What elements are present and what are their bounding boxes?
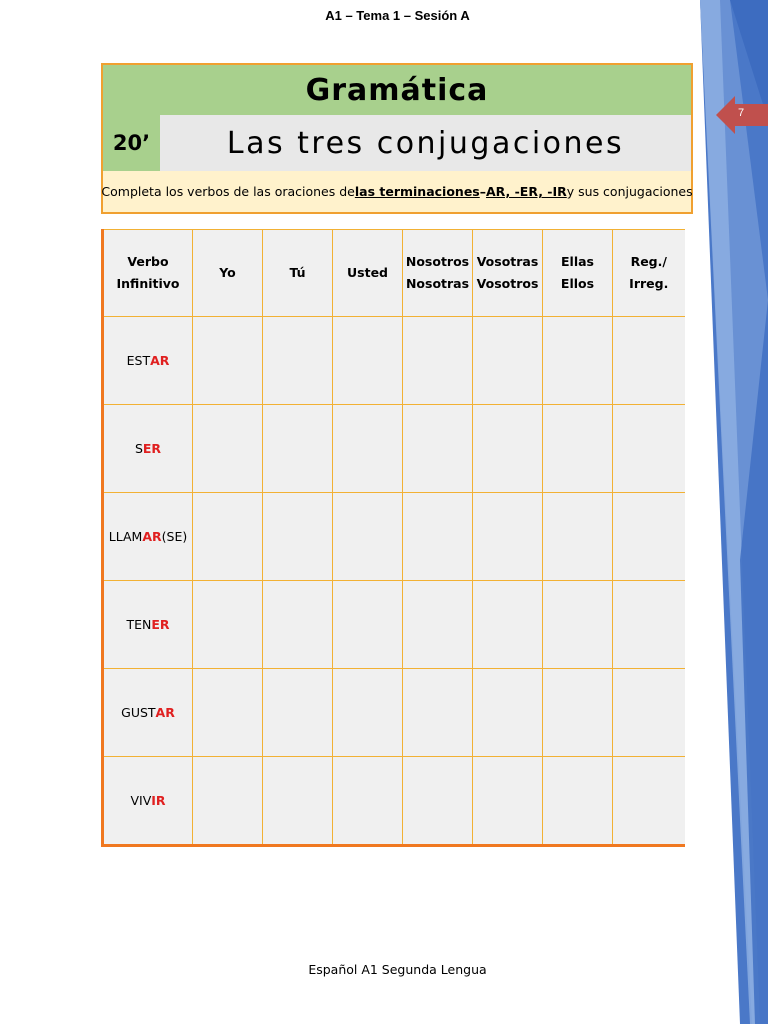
answer-cell[interactable] [613, 493, 685, 581]
verb-cell [103, 317, 193, 405]
header-line: Usted [347, 265, 388, 280]
header-line: Nosotros [405, 254, 470, 269]
table-row [103, 405, 685, 493]
table-row [103, 493, 685, 581]
header-tu [263, 230, 333, 317]
answer-cell[interactable] [193, 757, 263, 846]
answer-cell[interactable] [403, 493, 473, 581]
table-header-row [103, 230, 685, 317]
answer-cell[interactable] [193, 405, 263, 493]
instruction-underlined-b: AR, -ER, -IR [485, 184, 567, 199]
title-block [101, 63, 693, 214]
answer-cell[interactable] [333, 669, 403, 757]
answer-cell[interactable] [193, 493, 263, 581]
verb-ending: ER [142, 441, 162, 456]
verb-ending: AR [142, 529, 162, 544]
answer-cell[interactable] [193, 581, 263, 669]
header-line: Vosotros [476, 276, 539, 291]
answer-cell[interactable] [263, 317, 333, 405]
verb-cell [103, 757, 193, 846]
answer-cell[interactable] [473, 317, 543, 405]
answer-cell[interactable] [333, 405, 403, 493]
answer-cell[interactable] [543, 317, 613, 405]
header-nosotros [403, 230, 473, 317]
header-ellas [543, 230, 613, 317]
verb-stem: S [134, 441, 143, 456]
time-label: 20’ [103, 115, 160, 171]
answer-cell[interactable] [543, 493, 613, 581]
lesson-subtitle: Las tres conjugaciones [160, 115, 691, 171]
table-row [103, 317, 685, 405]
verb-cell [103, 493, 193, 581]
verb-stem: VIV [130, 793, 152, 808]
answer-cell[interactable] [473, 493, 543, 581]
answer-cell[interactable] [613, 669, 685, 757]
header-line: Yo [219, 265, 236, 280]
verb-suffix: (SE) [161, 529, 188, 544]
header-yo [193, 230, 263, 317]
verb-ending: IR [151, 793, 166, 808]
instruction-dash: – [479, 184, 486, 199]
answer-cell[interactable] [263, 405, 333, 493]
verb-ending: AR [150, 353, 170, 368]
answer-cell[interactable] [263, 493, 333, 581]
header-line: Vosotras [476, 254, 539, 269]
answer-cell[interactable] [543, 405, 613, 493]
answer-cell[interactable] [403, 581, 473, 669]
page-number: 7 [737, 107, 745, 119]
header-line: Infinitivo [116, 276, 180, 291]
answer-cell[interactable] [263, 757, 333, 846]
document-footer: Español A1 Segunda Lengua [308, 962, 487, 977]
verb-stem: LLAM [108, 529, 143, 544]
verb-cell [103, 581, 193, 669]
instruction-text [103, 171, 691, 212]
header-line: Reg./ [630, 254, 667, 269]
header-line: Ellos [560, 276, 595, 291]
section-title: Gramática [103, 65, 691, 115]
instruction-underlined-a: las terminaciones [354, 184, 480, 199]
answer-cell[interactable] [543, 669, 613, 757]
answer-cell[interactable] [543, 757, 613, 846]
answer-cell[interactable] [473, 669, 543, 757]
answer-cell[interactable] [473, 581, 543, 669]
answer-cell[interactable] [403, 669, 473, 757]
instruction-before: Completa los verbos de las oraciones de [101, 184, 355, 199]
header-vosotras [473, 230, 543, 317]
answer-cell[interactable] [543, 581, 613, 669]
document-header: A1 – Tema 1 – Sesión A [325, 8, 470, 23]
answer-cell[interactable] [263, 581, 333, 669]
verb-stem: EST [126, 353, 151, 368]
verb-stem: GUST [121, 705, 156, 720]
answer-cell[interactable] [403, 317, 473, 405]
answer-cell[interactable] [333, 317, 403, 405]
answer-cell[interactable] [193, 317, 263, 405]
side-ribbon-decoration [700, 0, 768, 1024]
header-line: Tú [289, 265, 306, 280]
verb-ending: AR [155, 705, 175, 720]
answer-cell[interactable] [193, 669, 263, 757]
answer-cell[interactable] [263, 669, 333, 757]
answer-cell[interactable] [333, 757, 403, 846]
answer-cell[interactable] [613, 405, 685, 493]
answer-cell[interactable] [403, 757, 473, 846]
answer-cell[interactable] [403, 405, 473, 493]
answer-cell[interactable] [333, 493, 403, 581]
header-line: Ellas [561, 254, 594, 269]
header-line: Verbo [127, 254, 169, 269]
table-row [103, 581, 685, 669]
verb-cell [103, 669, 193, 757]
table-row [103, 757, 685, 846]
header-regular-irregular [613, 230, 685, 317]
verb-stem: TEN [126, 617, 152, 632]
answer-cell[interactable] [473, 757, 543, 846]
answer-cell[interactable] [473, 405, 543, 493]
instruction-after: y sus conjugaciones [566, 184, 693, 199]
answer-cell[interactable] [333, 581, 403, 669]
table-row [103, 669, 685, 757]
header-line: Irreg. [629, 276, 669, 291]
header-usted [333, 230, 403, 317]
answer-cell[interactable] [613, 317, 685, 405]
verb-ending: ER [151, 617, 170, 632]
conjugation-table [101, 229, 685, 847]
answer-cell[interactable] [613, 757, 685, 846]
header-line: Nosotras [405, 276, 470, 291]
verb-cell [103, 405, 193, 493]
header-verb-infinitive [103, 230, 193, 317]
answer-cell[interactable] [613, 581, 685, 669]
